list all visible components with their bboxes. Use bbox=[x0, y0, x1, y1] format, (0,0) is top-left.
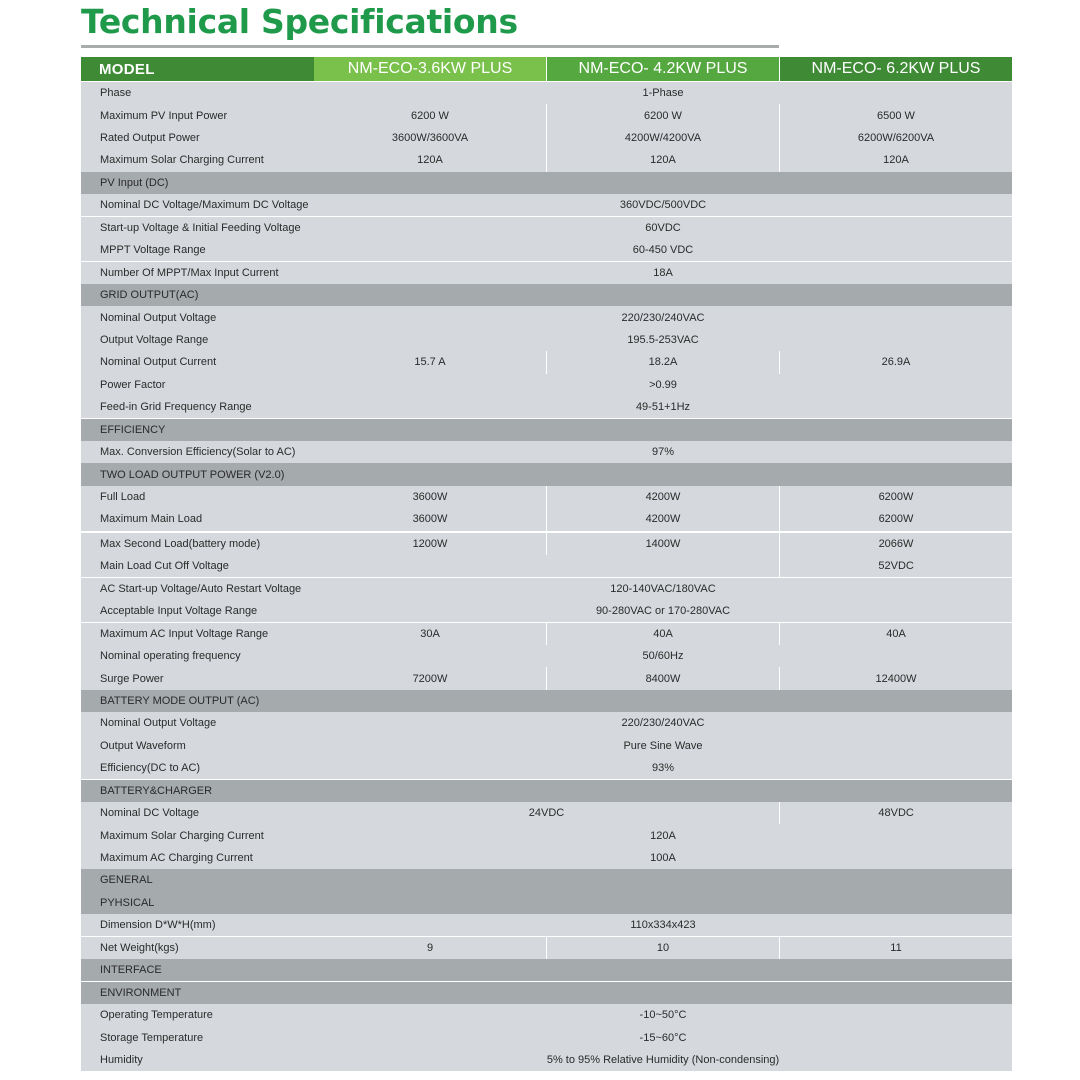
spec-value: 120A bbox=[314, 824, 1012, 846]
model-header-1: NM-ECO-3.6KW PLUS bbox=[314, 57, 546, 81]
spec-label: Number Of MPPT/Max Input Current bbox=[81, 262, 314, 284]
section-title: BATTERY&CHARGER bbox=[81, 780, 314, 802]
spec-value: 120A bbox=[314, 149, 546, 171]
spec-value bbox=[314, 284, 1012, 306]
table-row bbox=[81, 735, 1012, 757]
spec-value: 120-140VAC/180VAC bbox=[314, 578, 1012, 600]
table-row bbox=[81, 329, 1012, 351]
spec-label: Phase bbox=[81, 82, 314, 104]
spec-label: AC Start-up Voltage/Auto Restart Voltage bbox=[81, 578, 314, 600]
table-row bbox=[81, 149, 1012, 171]
model-header-3: NM-ECO- 6.2KW PLUS bbox=[780, 57, 1012, 81]
spec-table bbox=[81, 57, 1012, 1071]
table-row bbox=[81, 82, 1012, 104]
spec-label: Power Factor bbox=[81, 374, 314, 396]
spec-value: 6200W bbox=[780, 508, 1012, 530]
section-title: TWO LOAD OUTPUT POWER (V2.0) bbox=[81, 463, 314, 485]
spec-value: 6200 W bbox=[314, 104, 546, 126]
table-row bbox=[81, 645, 1012, 667]
section-title: PYHSICAL bbox=[81, 892, 314, 914]
spec-value: Pure Sine Wave bbox=[314, 735, 1012, 757]
spec-value bbox=[314, 869, 1012, 891]
spec-value: 60-450 VDC bbox=[314, 239, 1012, 261]
spec-label: MPPT Voltage Range bbox=[81, 239, 314, 261]
table-row bbox=[81, 1004, 1012, 1026]
spec-value: 4200W/4200VA bbox=[547, 127, 779, 149]
spec-value: 7200W bbox=[314, 667, 546, 689]
spec-value: 15.7 A bbox=[314, 351, 546, 373]
table-row bbox=[81, 441, 1012, 463]
spec-label: Rated Output Power bbox=[81, 127, 314, 149]
spec-label: Nominal DC Voltage/Maximum DC Voltage bbox=[81, 194, 314, 216]
section-title: ENVIRONMENT bbox=[81, 982, 314, 1004]
spec-value: 60VDC bbox=[314, 217, 1012, 239]
model-header-2: NM-ECO- 4.2KW PLUS bbox=[547, 57, 779, 81]
spec-value: 9 bbox=[314, 937, 546, 959]
spec-value: 30A bbox=[314, 623, 546, 645]
title-underline bbox=[81, 45, 779, 48]
section-header-row bbox=[81, 780, 1012, 802]
table-row bbox=[81, 239, 1012, 261]
spec-label: Full Load bbox=[81, 486, 314, 508]
section-title: BATTERY MODE OUTPUT (AC) bbox=[81, 690, 314, 712]
table-row bbox=[81, 262, 1012, 284]
spec-value: 110x334x423 bbox=[314, 914, 1012, 936]
table-row bbox=[81, 104, 1012, 126]
spec-value: 3600W bbox=[314, 486, 546, 508]
table-body bbox=[81, 82, 1012, 1071]
table-row bbox=[81, 757, 1012, 779]
spec-label: Output Waveform bbox=[81, 735, 314, 757]
spec-label: Max. Conversion Efficiency(Solar to AC) bbox=[81, 441, 314, 463]
spec-label: Maximum AC Input Voltage Range bbox=[81, 623, 314, 645]
spec-value bbox=[314, 959, 1012, 981]
spec-value bbox=[314, 780, 1012, 802]
section-header-row bbox=[81, 172, 1012, 194]
spec-value: 120A bbox=[547, 149, 779, 171]
table-row bbox=[81, 217, 1012, 239]
table-row bbox=[81, 847, 1012, 869]
spec-label: Main Load Cut Off Voltage bbox=[81, 555, 314, 577]
table-row bbox=[81, 600, 1012, 622]
table-row bbox=[81, 1026, 1012, 1048]
spec-label: Maximum Main Load bbox=[81, 508, 314, 530]
spec-label: Nominal Output Voltage bbox=[81, 306, 314, 328]
spec-label: Output Voltage Range bbox=[81, 329, 314, 351]
spec-value: 4200W bbox=[547, 508, 779, 530]
spec-value bbox=[314, 690, 1012, 712]
spec-label: Operating Temperature bbox=[81, 1004, 314, 1026]
table-row bbox=[81, 127, 1012, 149]
spec-value: 49-51+1Hz bbox=[314, 396, 1012, 418]
table-row bbox=[81, 508, 1012, 532]
section-header-row bbox=[81, 959, 1012, 981]
spec-value: 10 bbox=[547, 937, 779, 959]
spec-value: 24VDC bbox=[314, 802, 779, 824]
spec-label: Maximum Solar Charging Current bbox=[81, 824, 314, 846]
section-title: INTERFACE bbox=[81, 959, 314, 981]
page-title: Technical Specifications bbox=[81, 2, 518, 41]
spec-value: 6200W bbox=[780, 486, 1012, 508]
spec-value: 5% to 95% Relative Humidity (Non-condensing) bbox=[314, 1049, 1012, 1071]
table-row bbox=[81, 914, 1012, 936]
spec-value: 40A bbox=[547, 623, 779, 645]
spec-value: 18.2A bbox=[547, 351, 779, 373]
spec-label: Surge Power bbox=[81, 667, 314, 689]
section-header-row bbox=[81, 463, 1012, 485]
spec-value: 3600W/3600VA bbox=[314, 127, 546, 149]
section-header-row bbox=[81, 690, 1012, 712]
spec-label: Max Second Load(battery mode) bbox=[81, 533, 314, 555]
spec-value: 26.9A bbox=[780, 351, 1012, 373]
spec-value: 360VDC/500VDC bbox=[314, 194, 1012, 216]
table-row bbox=[81, 396, 1012, 418]
table-row bbox=[81, 486, 1012, 508]
spec-value: 220/230/240VAC bbox=[314, 306, 1012, 328]
spec-value: -10~50°C bbox=[314, 1004, 1012, 1026]
section-title: GENERAL bbox=[81, 869, 314, 891]
spec-label: Nominal Output Voltage bbox=[81, 712, 314, 734]
spec-value: 100A bbox=[314, 847, 1012, 869]
spec-value: 93% bbox=[314, 757, 1012, 779]
spec-value: 6200W/6200VA bbox=[780, 127, 1012, 149]
spec-label: Start-up Voltage & Initial Feeding Voltage bbox=[81, 217, 314, 239]
spec-value bbox=[314, 555, 779, 577]
spec-value bbox=[314, 172, 1012, 194]
table-row bbox=[81, 578, 1012, 600]
spec-label: Nominal operating frequency bbox=[81, 645, 314, 667]
spec-value: 120A bbox=[780, 149, 1012, 171]
table-row bbox=[81, 802, 1012, 824]
spec-label: Feed-in Grid Frequency Range bbox=[81, 396, 314, 418]
spec-value: 6500 W bbox=[780, 104, 1012, 126]
model-header-label: MODEL bbox=[81, 57, 314, 81]
spec-value: 11 bbox=[780, 937, 1012, 959]
table-row bbox=[81, 533, 1012, 555]
spec-label: Nominal DC Voltage bbox=[81, 802, 314, 824]
spec-value: >0.99 bbox=[314, 374, 1012, 396]
spec-label: Maximum AC Charging Current bbox=[81, 847, 314, 869]
section-header-row bbox=[81, 982, 1012, 1004]
spec-value: 1-Phase bbox=[314, 82, 1012, 104]
spec-label: Storage Temperature bbox=[81, 1026, 314, 1048]
table-row bbox=[81, 667, 1012, 689]
spec-value: 18A bbox=[314, 262, 1012, 284]
section-header-row bbox=[81, 892, 1012, 914]
spec-value: 97% bbox=[314, 441, 1012, 463]
spec-value: 6200 W bbox=[547, 104, 779, 126]
table-row bbox=[81, 351, 1012, 373]
spec-value: 195.5-253VAC bbox=[314, 329, 1012, 351]
spec-label: Efficiency(DC to AC) bbox=[81, 757, 314, 779]
table-row bbox=[81, 712, 1012, 734]
spec-value: 12400W bbox=[780, 667, 1012, 689]
spec-value: 90-280VAC or 170-280VAC bbox=[314, 600, 1012, 622]
spec-value: 1400W bbox=[547, 533, 779, 555]
spec-value: 4200W bbox=[547, 486, 779, 508]
spec-label: Humidity bbox=[81, 1049, 314, 1071]
spec-value: 40A bbox=[780, 623, 1012, 645]
spec-label: Nominal Output Current bbox=[81, 351, 314, 373]
table-row bbox=[81, 374, 1012, 396]
section-header-row bbox=[81, 284, 1012, 306]
section-header-row bbox=[81, 419, 1012, 441]
spec-value: 8400W bbox=[547, 667, 779, 689]
spec-label: Maximum PV Input Power bbox=[81, 104, 314, 126]
table-row bbox=[81, 306, 1012, 328]
spec-value bbox=[314, 982, 1012, 1004]
spec-value: 220/230/240VAC bbox=[314, 712, 1012, 734]
spec-value: -15~60°C bbox=[314, 1026, 1012, 1048]
spec-value: 3600W bbox=[314, 508, 546, 530]
spec-label: Net Weight(kgs) bbox=[81, 937, 314, 959]
section-header-row bbox=[81, 869, 1012, 891]
table-row bbox=[81, 623, 1012, 645]
table-row bbox=[81, 555, 1012, 577]
spec-value: 2066W bbox=[780, 533, 1012, 555]
table-row bbox=[81, 937, 1012, 959]
spec-label: Maximum Solar Charging Current bbox=[81, 149, 314, 171]
spec-value: 1200W bbox=[314, 533, 546, 555]
spec-label: Dimension D*W*H(mm) bbox=[81, 914, 314, 936]
spec-value: 50/60Hz bbox=[314, 645, 1012, 667]
table-row bbox=[81, 824, 1012, 846]
spec-value bbox=[314, 463, 1012, 485]
spec-value bbox=[314, 419, 1012, 441]
spec-value: 48VDC bbox=[780, 802, 1012, 824]
spec-label: Acceptable Input Voltage Range bbox=[81, 600, 314, 622]
table-row bbox=[81, 1049, 1012, 1071]
section-title: EFFICIENCY bbox=[81, 419, 314, 441]
table-row bbox=[81, 194, 1012, 216]
spec-value: 52VDC bbox=[780, 555, 1012, 577]
table-header-row bbox=[81, 57, 1012, 81]
section-title: GRID OUTPUT(AC) bbox=[81, 284, 314, 306]
section-title: PV Input (DC) bbox=[81, 172, 314, 194]
spec-value bbox=[314, 892, 1012, 914]
